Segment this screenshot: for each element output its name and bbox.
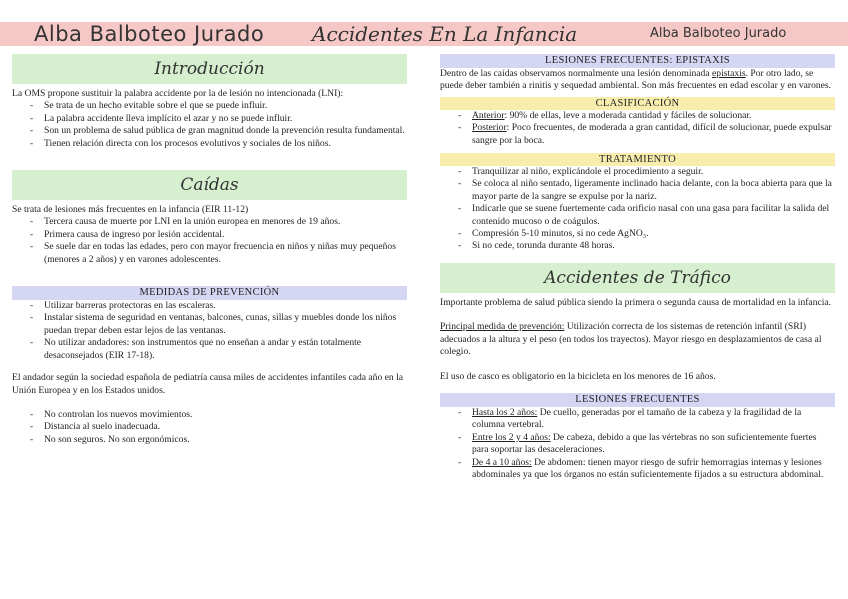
medidas-heading: MEDIDAS DE PREVENCIÓN	[12, 286, 407, 300]
right-column	[440, 54, 835, 481]
list-item: - Instalar sistema de seguridad en ventanas, balcones, cunas, sillas y muebles donde los niños puedan trepar deben estar lejos de las ventanas.	[32, 312, 407, 337]
list-item	[460, 432, 835, 457]
lesiones-term: Entre los 2 y 4 años:	[472, 431, 551, 443]
clasificacion-term: Anterior	[472, 109, 505, 121]
list-item: - Utilizar barreras protectoras en las escaleras.	[32, 300, 407, 312]
list-item: - No utilizar andadores: son instrumentos que no enseñan a andar y están totalmente desaconsejados (EIR 17-18).	[32, 337, 407, 362]
list-item: - Son un problema de salud pública de gran magnitud donde la prevención resulta fundamental.	[32, 125, 407, 137]
epistaxis-text-b: . Por otro lado, se puede deber también a rinitis y sequedad ambiental. Son más frecuentes en edad escolar y en varones.	[440, 68, 832, 92]
trafico-heading: Accidentes de Tráfico	[440, 263, 835, 293]
caidas-list	[12, 216, 407, 266]
clasificacion-list	[440, 110, 835, 147]
lesiones-term: Hasta los 2 años:	[472, 406, 538, 418]
epistaxis-paragraph	[440, 68, 835, 93]
list-item: - No son seguros. No son ergonómicos.	[32, 434, 407, 446]
left-column	[12, 54, 407, 446]
lesiones-list	[440, 407, 835, 481]
clasificacion-heading: CLASIFICACIÓN	[440, 97, 835, 110]
medidas-list	[12, 300, 407, 362]
clasificacion-text: : 90% de ellas, leve a moderada cantidad y fáciles de solucionar.	[504, 109, 752, 121]
list-item	[460, 122, 835, 147]
lesiones-term: De 4 a 10 años:	[472, 456, 532, 468]
list-item	[460, 110, 835, 122]
list-item: - Tercera causa de muerte por LNI en la unión europea en menores de 19 años.	[32, 216, 407, 228]
list-item: - No controlan los nuevos movimientos.	[32, 409, 407, 421]
lesiones-text: De cabeza, debido a que las vértebras no son suficientemente fuertes para soportar las desaceleraciones.	[472, 431, 817, 456]
list-item: - Si no cede, torunda durante 48 horas.	[460, 240, 835, 252]
trafico-paragraph-1: Importante problema de salud pública siendo la primera o segunda causa de mortalidad en la infancia.	[440, 296, 832, 308]
clasificacion-text: : Poco frecuentes, de moderada a gran cantidad, difícil de solucionar, puede expulsar sangre por la boca.	[472, 122, 832, 146]
lesiones-heading: LESIONES FRECUENTES	[440, 393, 835, 407]
epistaxis-term: epistaxis	[712, 68, 746, 79]
tratamiento-heading: TRATAMIENTO	[440, 153, 835, 166]
list-item	[460, 407, 835, 432]
caidas-heading: Caídas	[12, 170, 407, 200]
epistaxis-text-a: Dentro de las caídas observamos normalmente una lesión denominada	[440, 68, 713, 79]
trafico-text: Utilización correcta de los sistemas de retención infantil (SRI) adecuados a la altura y el peso (en todos los trayectos). Mayor riesgo en desplazamientos de casa al colegio.	[440, 321, 822, 358]
epistaxis-heading: LESIONES FRECUENTES: EPISTAXIS	[440, 54, 835, 68]
andador-paragraph: El andador según la sociedad española de pediatría causa miles de accidentes infantiles cada año en la Unión Europea y en los Estados unidos.	[12, 372, 404, 396]
lesiones-text: De abdomen: tienen mayor riesgo de sufrir hemorragias internas y lesiones abdominales ya que los órganos no están suficientemente fijados a su estructura abdominal.	[472, 456, 824, 480]
trafico-paragraph-3: El uso de casco es obligatorio en la bicicleta en los menores de 16 años.	[440, 370, 716, 382]
trafico-term: Principal medida de prevención:	[440, 321, 565, 333]
author-name-left: Alba Balboteo Jurado	[34, 22, 265, 46]
andador-list	[12, 409, 407, 446]
intro-list	[12, 100, 407, 150]
list-item	[460, 457, 835, 482]
list-item: - Se trata de un hecho evitable sobre el que se puede influir.	[32, 100, 407, 112]
list-item: - Tranquilizar al niño, explicándole el procedimiento a seguir.	[460, 166, 835, 178]
lesiones-text: De cuello, generadas por el tamaño de la cabeza y la fragilidad de la columna vertebral.	[472, 406, 802, 431]
list-item: - Tienen relación directa con los procesos evolutivos y sociales de los niños.	[32, 138, 407, 150]
list-item: - La palabra accidente lleva implícito el azar y no se puede influir.	[32, 113, 407, 125]
page-title: Accidentes En La Infancia	[312, 22, 578, 46]
list-item: - Se coloca al niño sentado, ligeramente inclinado hacia delante, con la boca abierta para que la mayor parte de la sangre se expulse por la nariz.	[460, 178, 835, 203]
list-item: - Compresión 5-10 minutos, si no cede AgNO₃.	[460, 228, 835, 240]
intro-paragraph: La OMS propone sustituir la palabra accidente por la de lesión no intencionada (LNI):	[12, 88, 344, 99]
author-name-right: Alba Balboteo Jurado	[650, 26, 787, 41]
list-item: - Distancia al suelo inadecuada.	[32, 421, 407, 433]
clasificacion-term: Posterior	[472, 122, 507, 134]
list-item: - Indicarle que se suene fuertemente cada orificio nasal con una gasa para facilitar la salida del contenido mucoso o de coágulos.	[460, 203, 835, 228]
tratamiento-list	[440, 166, 835, 253]
list-item: - Primera causa de ingreso por lesión accidental.	[32, 229, 407, 241]
list-item: - Se suele dar en todas las edades, pero con mayor frecuencia en niños y niñas muy pequeños (menores a 2 años) y en varones adolescentes.	[32, 241, 407, 266]
caidas-paragraph: Se trata de lesiones más frecuentes en la infancia (EIR 11-12)	[12, 204, 249, 216]
intro-heading: Introducción	[12, 54, 407, 84]
trafico-paragraph-2	[440, 321, 835, 358]
